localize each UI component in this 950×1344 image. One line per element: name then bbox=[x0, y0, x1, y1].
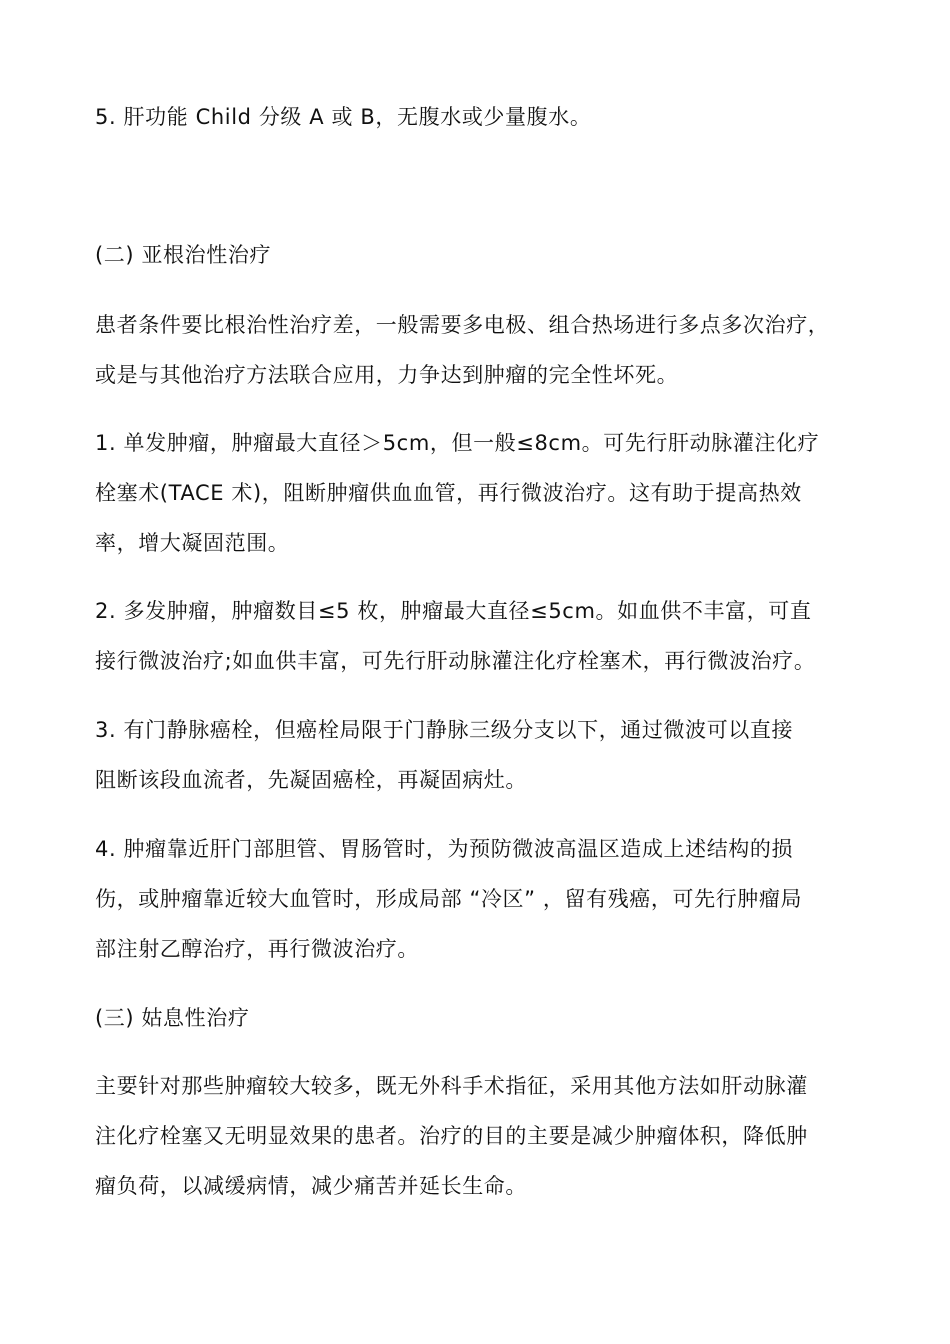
text-line: 或是与其他治疗方法联合应用，力争达到肿瘤的完全性坏死。 bbox=[95, 363, 679, 387]
paragraph-child-grade bbox=[95, 92, 865, 142]
text-line: 接行微波治疗;如血供丰富，可先行肝动脉灌注化疗栓塞术，再行微波治疗。 bbox=[95, 649, 816, 673]
heading-palliative-treatment bbox=[95, 993, 865, 1043]
text-line: 1. 单发肿瘤，肿瘤最大直径＞5cm，但一般≤8cm。可先行肝动脉灌注化疗 bbox=[95, 431, 820, 455]
text-line: 率，增大凝固范围。 bbox=[95, 531, 290, 555]
document-page bbox=[95, 0, 865, 1344]
paragraph-subradical-intro bbox=[95, 300, 865, 400]
list-item-1 bbox=[95, 418, 865, 568]
text-line: 阻断该段血流者，先凝固癌栓，再凝固病灶。 bbox=[95, 768, 527, 792]
text-line: 主要针对那些肿瘤较大较多，既无外科手术指征，采用其他方法如肝动脉灌 bbox=[95, 1074, 808, 1098]
text-line: 3. 有门静脉癌栓，但癌栓局限于门静脉三级分支以下，通过微波可以直接 bbox=[95, 718, 794, 742]
text-line: 2. 多发肿瘤，肿瘤数目≤5 枚，肿瘤最大直径≤5cm。如血供不丰富，可直 bbox=[95, 599, 812, 623]
text-line: 患者条件要比根治性治疗差，一般需要多电极、组合热场进行多点多次治疗， bbox=[95, 313, 830, 337]
text-line: 瘤负荷，以减缓病情，减少痛苦并延长生命。 bbox=[95, 1174, 527, 1198]
text-line: 栓塞术(TACE 术)，阻断肿瘤供血血管，再行微波治疗。这有助于提高热效 bbox=[95, 481, 802, 505]
text-line: 4. 肿瘤靠近肝门部胆管、胃肠管时，为预防微波高温区造成上述结构的损 bbox=[95, 837, 794, 861]
text-line: 部注射乙醇治疗，再行微波治疗。 bbox=[95, 937, 419, 961]
text-line: (二) 亚根治性治疗 bbox=[95, 243, 272, 267]
text-line: (三) 姑息性治疗 bbox=[95, 1006, 250, 1030]
text-line: 5. 肝功能 Child 分级 A 或 B，无腹水或少量腹水。 bbox=[95, 105, 592, 129]
paragraph-palliative bbox=[95, 1061, 865, 1211]
text-line: 注化疗栓塞又无明显效果的患者。治疗的目的主要是减少肿瘤体积，降低肿 bbox=[95, 1124, 808, 1148]
list-item-3 bbox=[95, 705, 865, 805]
heading-subradical-treatment bbox=[95, 230, 865, 280]
text-line: 伤，或肿瘤靠近较大血管时，形成局部 “冷区” ，留有残癌，可先行肿瘤局 bbox=[95, 887, 803, 911]
list-item-4 bbox=[95, 824, 865, 974]
list-item-2 bbox=[95, 586, 865, 686]
